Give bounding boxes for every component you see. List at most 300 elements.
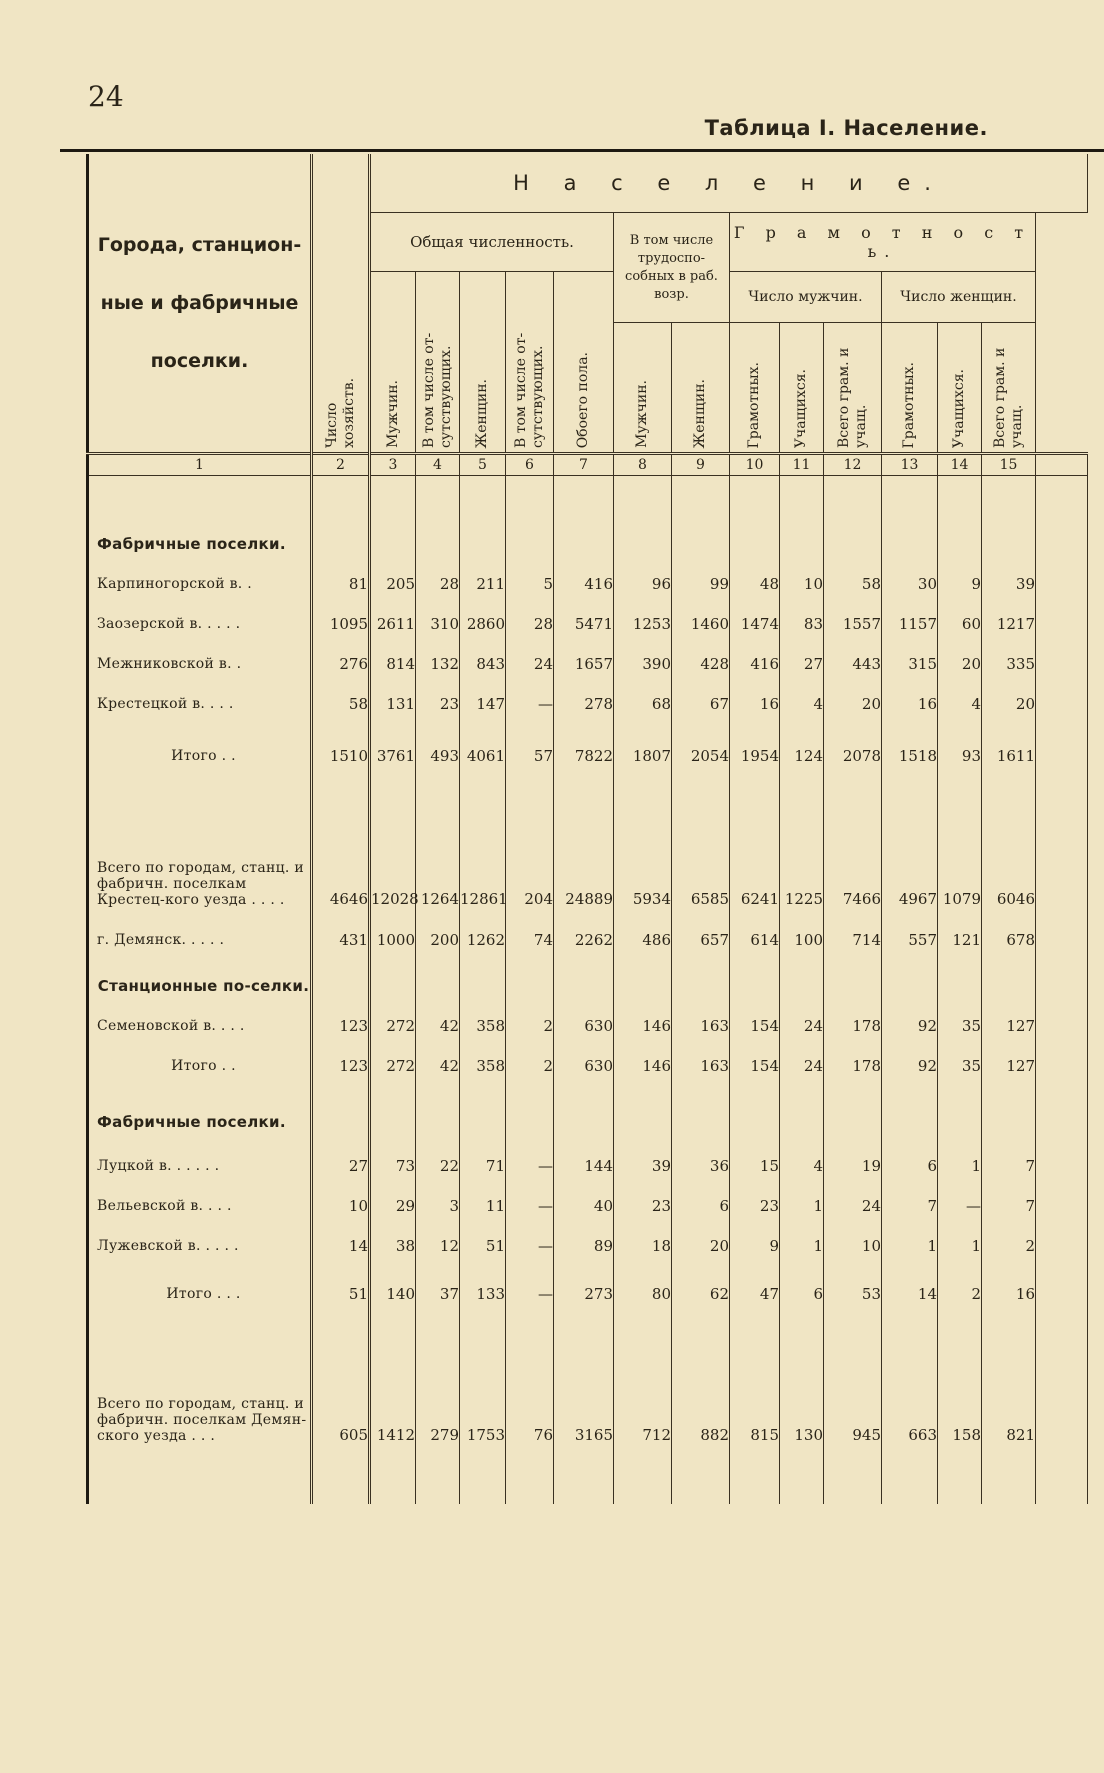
table-cell: 14 bbox=[882, 1274, 938, 1314]
table-row-total bbox=[88, 736, 1088, 776]
column-number: 4 bbox=[416, 454, 460, 476]
table-cell: 6 bbox=[780, 1274, 824, 1314]
table-cell: 1753 bbox=[460, 1324, 506, 1444]
table-row-section bbox=[88, 524, 1088, 564]
table-cell: 416 bbox=[554, 564, 614, 604]
table-cell: 178 bbox=[824, 1046, 882, 1086]
table-cell bbox=[460, 1102, 506, 1142]
table-cell: 163 bbox=[672, 1006, 730, 1046]
row-label: Крестецкой в. . . . bbox=[88, 684, 312, 724]
table-cell: 10 bbox=[824, 1226, 882, 1266]
table-cell: 663 bbox=[882, 1324, 938, 1444]
table-cell: 133 bbox=[460, 1274, 506, 1314]
table-cell: 6046 bbox=[982, 788, 1036, 908]
table-cell bbox=[1036, 920, 1088, 960]
table-cell: 5934 bbox=[614, 788, 672, 908]
table-cell: 124 bbox=[780, 736, 824, 776]
table-cell: 127 bbox=[982, 1046, 1036, 1086]
table-cell: 815 bbox=[730, 1324, 780, 1444]
table-cell: — bbox=[506, 1226, 554, 1266]
table-cell: 9 bbox=[730, 1226, 780, 1266]
table-cell: 1611 bbox=[982, 736, 1036, 776]
table-cell bbox=[780, 524, 824, 564]
table-cell: 614 bbox=[730, 920, 780, 960]
table-cell: 24 bbox=[506, 644, 554, 684]
table-cell: 20 bbox=[672, 1226, 730, 1266]
table-cell bbox=[416, 524, 460, 564]
row-label: Вельевской в. . . . bbox=[88, 1186, 312, 1226]
spacer-row bbox=[88, 908, 1088, 920]
table-cell: 19 bbox=[824, 1146, 882, 1186]
table-row-data bbox=[88, 1146, 1088, 1186]
table-cell bbox=[882, 524, 938, 564]
table-cell bbox=[1036, 1274, 1088, 1314]
table-cell bbox=[460, 524, 506, 564]
table-cell bbox=[982, 1102, 1036, 1142]
table-cell: 843 bbox=[460, 644, 506, 684]
table-cell: 272 bbox=[370, 1046, 416, 1086]
table-cell: 12028 bbox=[370, 788, 416, 908]
table-cell: 83 bbox=[780, 604, 824, 644]
table-cell bbox=[730, 966, 780, 1006]
table-cell bbox=[824, 1102, 882, 1142]
table-cell: 630 bbox=[554, 1006, 614, 1046]
column-number-row bbox=[88, 454, 1088, 476]
table-cell bbox=[672, 1102, 730, 1142]
first-column-header: Города, станцион-ные и фабричные поселки. bbox=[97, 234, 302, 372]
spacer-row bbox=[88, 776, 1088, 788]
table-cell: 1 bbox=[780, 1186, 824, 1226]
table-cell: 2611 bbox=[370, 604, 416, 644]
table-cell: 154 bbox=[730, 1046, 780, 1086]
table-cell: 23 bbox=[416, 684, 460, 724]
table-cell: 2 bbox=[982, 1226, 1036, 1266]
table-cell: 71 bbox=[460, 1146, 506, 1186]
table-cell: 40 bbox=[554, 1186, 614, 1226]
table-cell bbox=[882, 1102, 938, 1142]
table-cell: 51 bbox=[312, 1274, 370, 1314]
table-cell bbox=[730, 524, 780, 564]
table-cell bbox=[1036, 524, 1088, 564]
table-cell bbox=[1036, 1102, 1088, 1142]
table-cell: 163 bbox=[672, 1046, 730, 1086]
row-label: Луцкой в. . . . . . bbox=[88, 1146, 312, 1186]
row-label: г. Демянск. . . . . bbox=[88, 920, 312, 960]
table-cell: 35 bbox=[938, 1046, 982, 1086]
table-cell bbox=[824, 966, 882, 1006]
table-cell bbox=[672, 524, 730, 564]
table-cell: 58 bbox=[824, 564, 882, 604]
table-cell: 27 bbox=[312, 1146, 370, 1186]
column-number: 3 bbox=[370, 454, 416, 476]
row-label: Семеновской в. . . . bbox=[88, 1006, 312, 1046]
table-cell: 2 bbox=[938, 1274, 982, 1314]
table-cell: — bbox=[506, 1186, 554, 1226]
table-cell: 81 bbox=[312, 564, 370, 604]
table-cell: 1460 bbox=[672, 604, 730, 644]
table-cell: 821 bbox=[982, 1324, 1036, 1444]
row-label: Всего по городам, станц. и фабричн. поселкам Демян-ского уезда . . . bbox=[88, 1324, 312, 1444]
col-stud-men-header: Учащихся. bbox=[793, 368, 809, 448]
page-number: 24 bbox=[88, 80, 124, 113]
table-cell bbox=[1036, 966, 1088, 1006]
table-cell: 132 bbox=[416, 644, 460, 684]
table-cell: 1 bbox=[780, 1226, 824, 1266]
column-number: 9 bbox=[672, 454, 730, 476]
table-cell: 814 bbox=[370, 644, 416, 684]
table-cell bbox=[554, 1102, 614, 1142]
table-cell bbox=[938, 524, 982, 564]
men-count-header: Число мужчин. bbox=[730, 272, 882, 323]
row-label: Лужевской в. . . . . bbox=[88, 1226, 312, 1266]
table-cell: 678 bbox=[982, 920, 1036, 960]
column-number: 1 bbox=[88, 454, 312, 476]
table-cell: 7 bbox=[982, 1146, 1036, 1186]
table-cell: 6 bbox=[672, 1186, 730, 1226]
table-cell: 10 bbox=[312, 1186, 370, 1226]
table-cell bbox=[312, 1102, 370, 1142]
table-cell: — bbox=[506, 1274, 554, 1314]
table-cell: 42 bbox=[416, 1006, 460, 1046]
table-cell: 1079 bbox=[938, 788, 982, 908]
table-cell bbox=[982, 966, 1036, 1006]
table-cell bbox=[506, 1102, 554, 1142]
table-cell: 3165 bbox=[554, 1324, 614, 1444]
col-men-header: Мужчин. bbox=[384, 380, 401, 448]
table-cell bbox=[614, 524, 672, 564]
table-cell: 1262 bbox=[460, 920, 506, 960]
table-row-data bbox=[88, 604, 1088, 644]
spacer-row bbox=[88, 1266, 1088, 1274]
total-count-header: Общая численность. bbox=[370, 213, 614, 272]
row-label: Заозерской в. . . . . bbox=[88, 604, 312, 644]
table-cell bbox=[982, 524, 1036, 564]
table-cell: 5471 bbox=[554, 604, 614, 644]
table-cell: 28 bbox=[416, 564, 460, 604]
spacer-row bbox=[88, 1314, 1088, 1324]
table-cell: 16 bbox=[882, 684, 938, 724]
col-women-absent-header: В том числе от-сутствующих. bbox=[512, 332, 546, 448]
table-cell bbox=[554, 524, 614, 564]
col-total-men-header: Всего грам. и учащ. bbox=[835, 347, 869, 448]
table-cell: 7 bbox=[982, 1186, 1036, 1226]
table-cell: 158 bbox=[938, 1324, 982, 1444]
table-cell: 131 bbox=[370, 684, 416, 724]
table-cell: 24 bbox=[824, 1186, 882, 1226]
table-cell bbox=[312, 966, 370, 1006]
table-cell: 2262 bbox=[554, 920, 614, 960]
column-number: 11 bbox=[780, 454, 824, 476]
table-cell: 11 bbox=[460, 1186, 506, 1226]
table-cell: 1510 bbox=[312, 736, 370, 776]
table-cell: 315 bbox=[882, 644, 938, 684]
col-women-header: Женщин. bbox=[474, 378, 490, 448]
table-cell: 96 bbox=[614, 564, 672, 604]
table-cell bbox=[370, 524, 416, 564]
table-cell: 4 bbox=[780, 684, 824, 724]
table-cell bbox=[1036, 1324, 1088, 1444]
table-cell: 3761 bbox=[370, 736, 416, 776]
table-row-data bbox=[88, 1186, 1088, 1226]
table-cell: 20 bbox=[982, 684, 1036, 724]
table-cell: 53 bbox=[824, 1274, 882, 1314]
table-cell: 358 bbox=[460, 1006, 506, 1046]
table-cell: 1 bbox=[882, 1226, 938, 1266]
table-cell: 714 bbox=[824, 920, 882, 960]
table-cell: 390 bbox=[614, 644, 672, 684]
col-wa-women-header: Женщин. bbox=[692, 378, 708, 448]
population-header: Н а с е л е н и е. bbox=[370, 154, 1088, 213]
table-cell bbox=[882, 966, 938, 1006]
table-cell: 630 bbox=[554, 1046, 614, 1086]
table-cell: 2078 bbox=[824, 736, 882, 776]
table-cell: 2054 bbox=[672, 736, 730, 776]
table-cell: 14 bbox=[312, 1226, 370, 1266]
table-row-section bbox=[88, 966, 1088, 1006]
table-cell: 30 bbox=[882, 564, 938, 604]
table-cell: 35 bbox=[938, 1006, 982, 1046]
table-cell: 4 bbox=[780, 1146, 824, 1186]
table-cell bbox=[1036, 1046, 1088, 1086]
column-number: 2 bbox=[312, 454, 370, 476]
table-cell bbox=[506, 966, 554, 1006]
table-cell: 278 bbox=[554, 684, 614, 724]
table-cell: 1657 bbox=[554, 644, 614, 684]
table-cell: 1157 bbox=[882, 604, 938, 644]
table-cell: 47 bbox=[730, 1274, 780, 1314]
table-cell: 431 bbox=[312, 920, 370, 960]
table-cell: 24889 bbox=[554, 788, 614, 908]
column-number: 5 bbox=[460, 454, 506, 476]
table-cell: 1954 bbox=[730, 736, 780, 776]
table-cell: 416 bbox=[730, 644, 780, 684]
row-label: Итого . . bbox=[88, 1046, 312, 1086]
table-cell: 3 bbox=[416, 1186, 460, 1226]
table-cell bbox=[614, 966, 672, 1006]
table-cell: 7 bbox=[882, 1186, 938, 1226]
table-cell: 428 bbox=[672, 644, 730, 684]
table-cell: 23 bbox=[614, 1186, 672, 1226]
table-cell: 6585 bbox=[672, 788, 730, 908]
table-cell bbox=[370, 966, 416, 1006]
column-number: 7 bbox=[554, 454, 614, 476]
row-label: Итого . . bbox=[88, 736, 312, 776]
col-total-women-header: Всего грам. и учащ. bbox=[991, 347, 1025, 448]
table-cell: 42 bbox=[416, 1046, 460, 1086]
table-cell: 4967 bbox=[882, 788, 938, 908]
table-cell: 146 bbox=[614, 1006, 672, 1046]
col-men-absent-header: В том числе от-сутствующих. bbox=[420, 332, 454, 448]
row-label: Фабричные поселки. bbox=[88, 524, 312, 564]
table-cell: 92 bbox=[882, 1006, 938, 1046]
table-cell: 273 bbox=[554, 1274, 614, 1314]
table-cell: 1253 bbox=[614, 604, 672, 644]
table-cell: 154 bbox=[730, 1006, 780, 1046]
table-cell: 27 bbox=[780, 644, 824, 684]
table-cell: 310 bbox=[416, 604, 460, 644]
table-cell: 89 bbox=[554, 1226, 614, 1266]
table-cell: 211 bbox=[460, 564, 506, 604]
table-cell: 10 bbox=[780, 564, 824, 604]
table-cell: 272 bbox=[370, 1006, 416, 1046]
table-cell bbox=[1036, 684, 1088, 724]
working-age-header: В том числе трудоспо-собных в раб. возр. bbox=[614, 213, 730, 323]
table-cell: 6241 bbox=[730, 788, 780, 908]
table-cell bbox=[370, 1102, 416, 1142]
table-cell: 1557 bbox=[824, 604, 882, 644]
row-label: Карпиногорской в. . bbox=[88, 564, 312, 604]
table-cell: 16 bbox=[730, 684, 780, 724]
table-cell bbox=[312, 524, 370, 564]
table-cell: 335 bbox=[982, 644, 1036, 684]
literacy-header: Г р а м о т н о с т ь. bbox=[730, 213, 1036, 272]
table-cell: 2 bbox=[506, 1006, 554, 1046]
women-count-header: Число женщин. bbox=[882, 272, 1036, 323]
table-cell: 146 bbox=[614, 1046, 672, 1086]
table-cell bbox=[1036, 564, 1088, 604]
table-cell: 127 bbox=[982, 1006, 1036, 1046]
table-cell bbox=[780, 1102, 824, 1142]
table-cell: 7822 bbox=[554, 736, 614, 776]
table-row-data bbox=[88, 564, 1088, 604]
table-row-section bbox=[88, 1102, 1088, 1142]
table-cell: 99 bbox=[672, 564, 730, 604]
table-cell: 882 bbox=[672, 1324, 730, 1444]
table-cell: 51 bbox=[460, 1226, 506, 1266]
column-number-blank bbox=[1036, 454, 1088, 476]
table-cell: 205 bbox=[370, 564, 416, 604]
table-cell: 37 bbox=[416, 1274, 460, 1314]
table-cell: 178 bbox=[824, 1006, 882, 1046]
row-label: Станционные по-селки. bbox=[88, 966, 312, 1006]
row-label: Всего по городам, станц. и фабричн. поселкам Крестец-кого уезда . . . . bbox=[88, 788, 312, 908]
table-cell: 358 bbox=[460, 1046, 506, 1086]
table-cell: 9 bbox=[938, 564, 982, 604]
table-cell: 147 bbox=[460, 684, 506, 724]
table-cell: 140 bbox=[370, 1274, 416, 1314]
table-cell bbox=[938, 966, 982, 1006]
table-cell: 144 bbox=[554, 1146, 614, 1186]
table-cell: 20 bbox=[938, 644, 982, 684]
table-cell: 22 bbox=[416, 1146, 460, 1186]
table-cell: 80 bbox=[614, 1274, 672, 1314]
table-cell bbox=[1036, 644, 1088, 684]
col-lit-women-header: Грамотных. bbox=[901, 361, 917, 448]
table-cell: 1217 bbox=[982, 604, 1036, 644]
table-cell: 12861 bbox=[460, 788, 506, 908]
table-cell: 4061 bbox=[460, 736, 506, 776]
table-cell: 279 bbox=[416, 1324, 460, 1444]
column-number: 6 bbox=[506, 454, 554, 476]
column-number: 13 bbox=[882, 454, 938, 476]
table-cell bbox=[1036, 788, 1088, 908]
table-cell: 93 bbox=[938, 736, 982, 776]
table-cell: 60 bbox=[938, 604, 982, 644]
table-cell: 28 bbox=[506, 604, 554, 644]
row-label: Фабричные поселки. bbox=[88, 1102, 312, 1142]
table-cell: — bbox=[506, 684, 554, 724]
table-cell: 945 bbox=[824, 1324, 882, 1444]
table-row-data bbox=[88, 1226, 1088, 1266]
spacer-row bbox=[88, 1444, 1088, 1504]
row-label: Итого . . . bbox=[88, 1274, 312, 1314]
table-cell: 7466 bbox=[824, 788, 882, 908]
table-cell bbox=[1036, 1006, 1088, 1046]
table-row-grand bbox=[88, 788, 1088, 908]
spacer-row bbox=[88, 1086, 1088, 1102]
population-table bbox=[86, 154, 1088, 1504]
table-cell: 4646 bbox=[312, 788, 370, 908]
table-cell: 204 bbox=[506, 788, 554, 908]
table-cell: 57 bbox=[506, 736, 554, 776]
table-cell bbox=[506, 524, 554, 564]
table-cell: — bbox=[938, 1186, 982, 1226]
table-cell: 6 bbox=[882, 1146, 938, 1186]
table-cell: 1225 bbox=[780, 788, 824, 908]
table-cell: 5 bbox=[506, 564, 554, 604]
table-cell: 67 bbox=[672, 684, 730, 724]
column-number: 14 bbox=[938, 454, 982, 476]
column-number: 10 bbox=[730, 454, 780, 476]
table-cell: 2 bbox=[506, 1046, 554, 1086]
table-cell: 100 bbox=[780, 920, 824, 960]
table-cell bbox=[780, 966, 824, 1006]
table-cell: 1095 bbox=[312, 604, 370, 644]
table-cell: 76 bbox=[506, 1324, 554, 1444]
col-lit-men-header: Грамотных. bbox=[746, 361, 762, 448]
top-rule bbox=[60, 149, 1104, 152]
table-row-grand bbox=[88, 1324, 1088, 1444]
table-cell bbox=[730, 1102, 780, 1142]
table-cell: 276 bbox=[312, 644, 370, 684]
table-cell: 62 bbox=[672, 1274, 730, 1314]
table-cell: 12 bbox=[416, 1226, 460, 1266]
table-row-data bbox=[88, 644, 1088, 684]
table-cell: 1807 bbox=[614, 736, 672, 776]
table-cell: 38 bbox=[370, 1226, 416, 1266]
table-cell: 36 bbox=[672, 1146, 730, 1186]
table-row-data bbox=[88, 920, 1088, 960]
table-cell: 557 bbox=[882, 920, 938, 960]
table-cell: 712 bbox=[614, 1324, 672, 1444]
table-cell: 24 bbox=[780, 1046, 824, 1086]
table-cell: 92 bbox=[882, 1046, 938, 1086]
table-cell bbox=[1036, 604, 1088, 644]
column-number: 15 bbox=[982, 454, 1036, 476]
table-cell: 16 bbox=[982, 1274, 1036, 1314]
table-cell: 48 bbox=[730, 564, 780, 604]
col-stud-women-header: Учащихся. bbox=[951, 368, 967, 448]
table-cell: 1412 bbox=[370, 1324, 416, 1444]
table-cell: 4 bbox=[938, 684, 982, 724]
table-cell bbox=[1036, 1186, 1088, 1226]
table-cell: 39 bbox=[982, 564, 1036, 604]
table-cell bbox=[416, 1102, 460, 1142]
table-cell: 123 bbox=[312, 1006, 370, 1046]
table-cell: 1000 bbox=[370, 920, 416, 960]
table-cell: 18 bbox=[614, 1226, 672, 1266]
spacer-row bbox=[88, 476, 1088, 525]
table-cell: 1518 bbox=[882, 736, 938, 776]
table-cell: 74 bbox=[506, 920, 554, 960]
table-cell: 657 bbox=[672, 920, 730, 960]
table-cell: 121 bbox=[938, 920, 982, 960]
table-cell: 493 bbox=[416, 736, 460, 776]
table-cell: 130 bbox=[780, 1324, 824, 1444]
table-cell: 73 bbox=[370, 1146, 416, 1186]
households-header: Число хозяйств. bbox=[323, 377, 357, 448]
table-cell: 123 bbox=[312, 1046, 370, 1086]
